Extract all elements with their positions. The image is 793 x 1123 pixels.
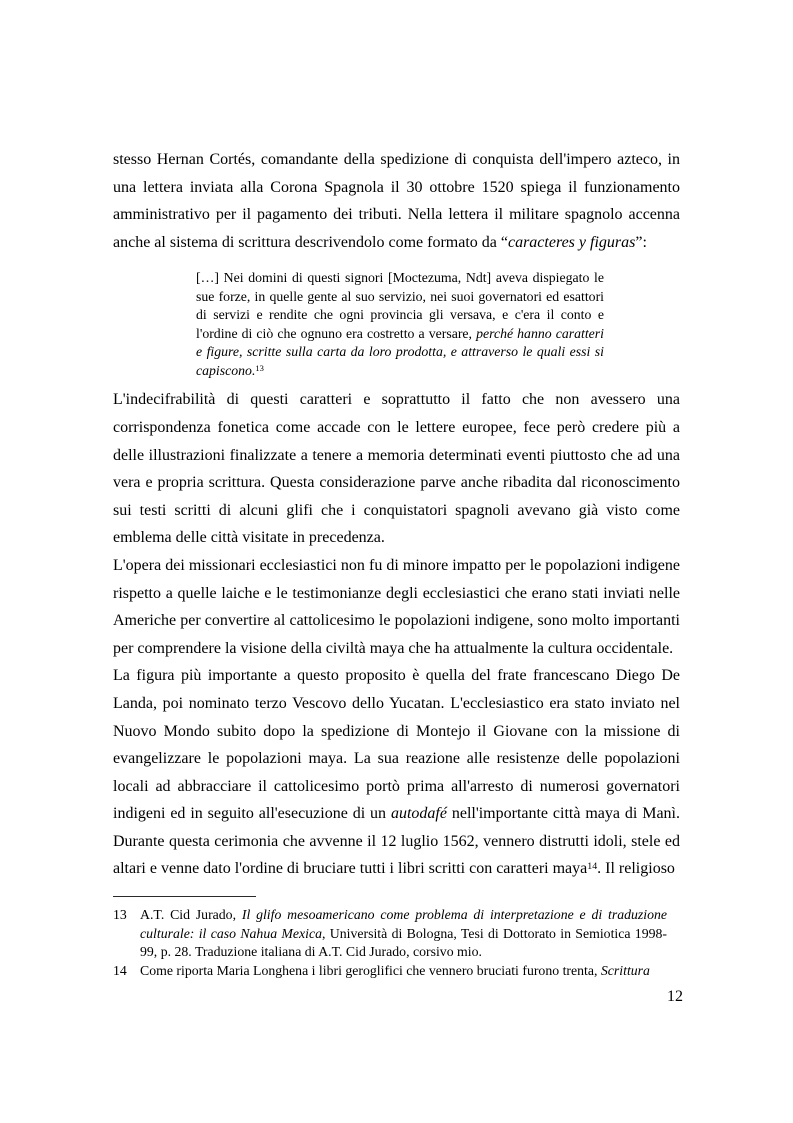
blockquote-cortes-citation: […] Nei domini di questi signori [Moctezuma, Ndt] aveva dispiegato le sue forze, in quelle gente al suo servizio, nei suoi governatori ed esattori di servizi e rendite che ogni provincia gli versava, e c'era il conto e l'ordine di ciò che ognuno era costretto a versare, perché hanno caratteri e figure, scritte sulla carta da loro prodotta, e attraverso le quali essi si capiscono.$^{13}$: [196, 270, 604, 378]
paragraph-diego-de-landa: La figura più importante a questo proposito è quella del frate francescano Diego De Landa, poi nominato terzo Vescovo dello Yucatan. L'ecclesiastico era stato inviato nel Nuovo Mondo subito dopo la spedizione di Montejo il Giovane con la missione di evangelizzare le popolazioni maya. La sua reazione alle resistenze delle popolazioni locali ad abbracciare il cattolicesimo portò prima all'arresto di numerosi governatori indigeni ed in seguito all'esecuzione di un autodafé nell'importante città maya di Manì. Durante questa cerimonia che avvenne il 12 luglio 1562, vennero distrutti idoli, stele ed altari e venne dato l'ordine di bruciare tutti i libri scritti con caratteri maya$^{14}$. Il religioso: [113, 667, 681, 878]
footnote-text: A.T. Cid Jurado, Il glifo mesoamericano come problema di interpretazione e di traduzione culturale: il caso Nahua Mexica, Università di Bologna, Tesi di Dottorato in Semiotica 1998-99, p. 28. Traduzione italiana di A.T. Cid Jurado, corsivo mio.: [140, 907, 668, 960]
footnote-separator-rule: [113, 896, 256, 897]
footnote-13: [113, 906, 667, 962]
footnote-14: [113, 962, 667, 981]
footnote-number: 14: [113, 962, 127, 978]
page-body: [113, 146, 680, 980]
paragraph-indecifrabilita: L'indecifrabilità di questi caratteri e soprattutto il fatto che non avessero una corrispondenza fonetica come accade con le lettere europee, fece però credere più a delle illustrazioni finalizzate a tenere a memoria determinati eventi piuttosto che ad una vera e propria scrittura. Questa considerazione parve anche ribadita dal riconoscimento sui testi scritti di alcuni glifi che i conquistatori spagnoli avevano già visto come emblema delle città visitate in precedenza.: [113, 391, 680, 547]
footnote-text: Come riporta Maria Longhena i libri geroglifici che vennero bruciati furono trenta, Scrittura: [140, 962, 650, 978]
page-number: 12: [667, 988, 683, 1005]
footnote-number: 13: [113, 907, 127, 923]
paragraph-cortes-letter: stesso Hernan Cortés, comandante della spedizione di conquista dell'impero azteco, in una lettera inviata alla Corona Spagnola il 30 ottobre 1520 spiega il funzionamento amministrativo per il pagamento dei tributi. Nella lettera il militare spagnolo accenna anche al sistema di scrittura descrivendolo come formato da “caracteres y figuras”:: [113, 151, 680, 251]
paragraph-opera-missionari: L'opera dei missionari ecclesiastici non fu di minore impatto per le popolazioni indigene rispetto a quelle laiche e le testimonianze degli ecclesiastici che erano stati inviati nelle Americhe per convertire al cattolicesimo le popolazioni indigene, sono molto importanti per comprendere la visione della civiltà maya che ha attualmente la cultura occidentale.: [113, 556, 680, 657]
footnotes-section: [113, 906, 667, 980]
